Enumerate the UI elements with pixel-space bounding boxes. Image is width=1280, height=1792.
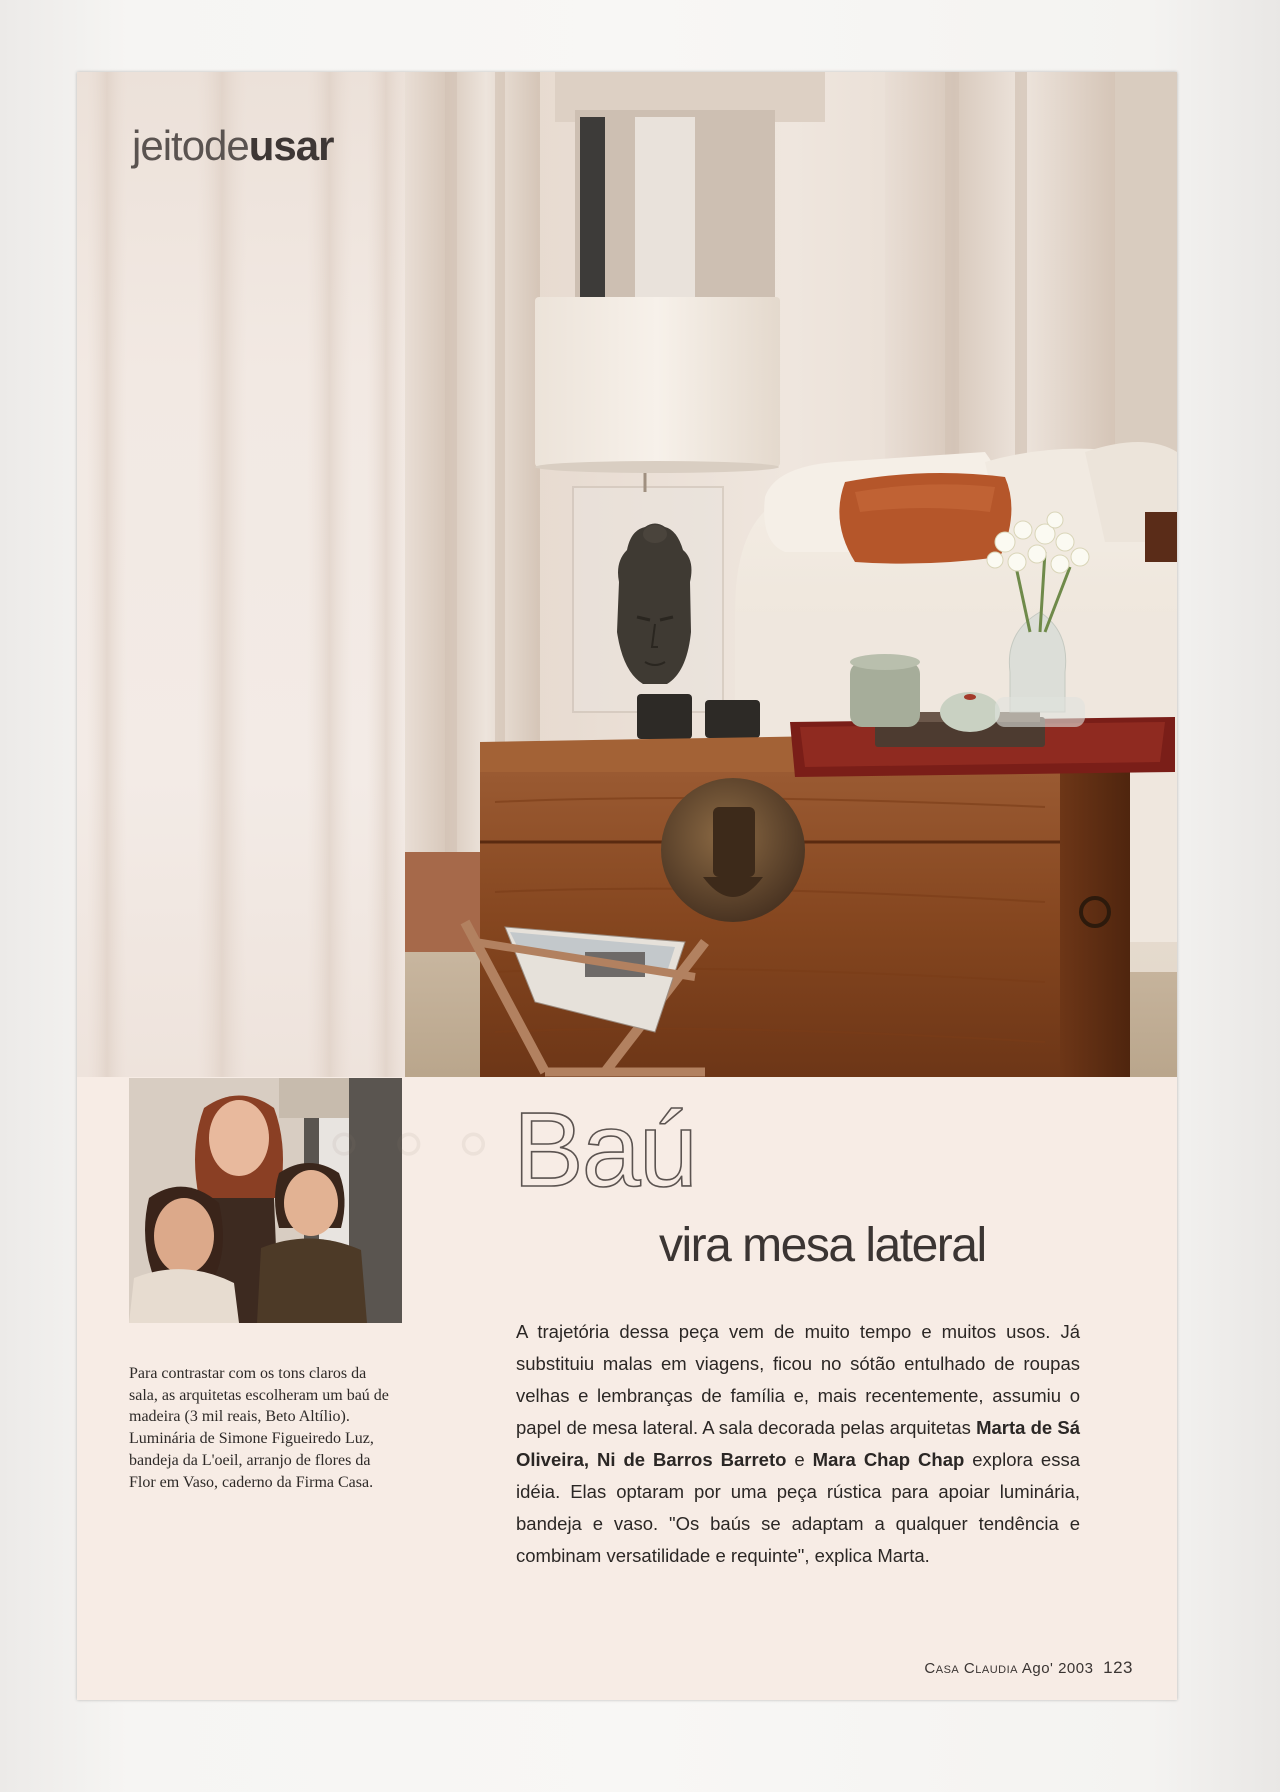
magazine-name: Casa Claudia bbox=[924, 1660, 1019, 1677]
magazine-page bbox=[77, 72, 1177, 1700]
body-part-2: explora essa idéia. Elas optaram por uma peça rústica para apoiar luminária, bandeja e vaso. "Os baús se adaptam a qualquer tendência e combinam versatilidade e requinte", explica Marta. bbox=[516, 1449, 1080, 1566]
body-conjunction: e bbox=[786, 1449, 813, 1470]
living-room-illustration bbox=[405, 72, 1177, 1077]
curtain-strip bbox=[77, 72, 405, 1077]
architects-names-b: Mara Chap Chap bbox=[812, 1449, 965, 1470]
article-body bbox=[516, 1316, 1080, 1572]
show-through-text: ◦ ◦ ◦ bbox=[327, 1088, 493, 1195]
subheadline: vira mesa lateral bbox=[659, 1219, 986, 1272]
article-paragraph bbox=[516, 1316, 1080, 1572]
section-label bbox=[132, 122, 333, 170]
section-label-bold: usar bbox=[248, 122, 334, 169]
architects-names-a: Marta de Sá Oliveira, Ni de Barros Barreto bbox=[516, 1417, 1081, 1470]
headline: Baú bbox=[513, 1091, 696, 1209]
issue-date: Ago' 2003 bbox=[1021, 1660, 1094, 1677]
body-part-1: A trajetória dessa peça vem de muito tempo e muitos usos. Já substituiu malas em viagens, ficou no sótão entulhado de roupas velhas e lembranças de família e, mais recentemente, assumiu o papel de mesa lateral. A sala decorada pelas arquitetas bbox=[516, 1321, 1080, 1438]
section-label-thin: jeitode bbox=[132, 122, 249, 169]
page-folio bbox=[924, 1658, 1133, 1678]
curtain-folds bbox=[77, 72, 405, 1077]
photo-caption: Para contrastar com os tons claros da sala, as arquitetas escolheram um baú de madeira (3 mil reais, Beto Altílio). Luminária de Simone Figueiredo Luz, bandeja da L'oeil, arranjo de flores da Flor em Vaso, caderno da Firma Casa. bbox=[129, 1365, 389, 1491]
living-room-photo bbox=[405, 72, 1177, 1077]
page-number: 123 bbox=[1103, 1658, 1133, 1677]
